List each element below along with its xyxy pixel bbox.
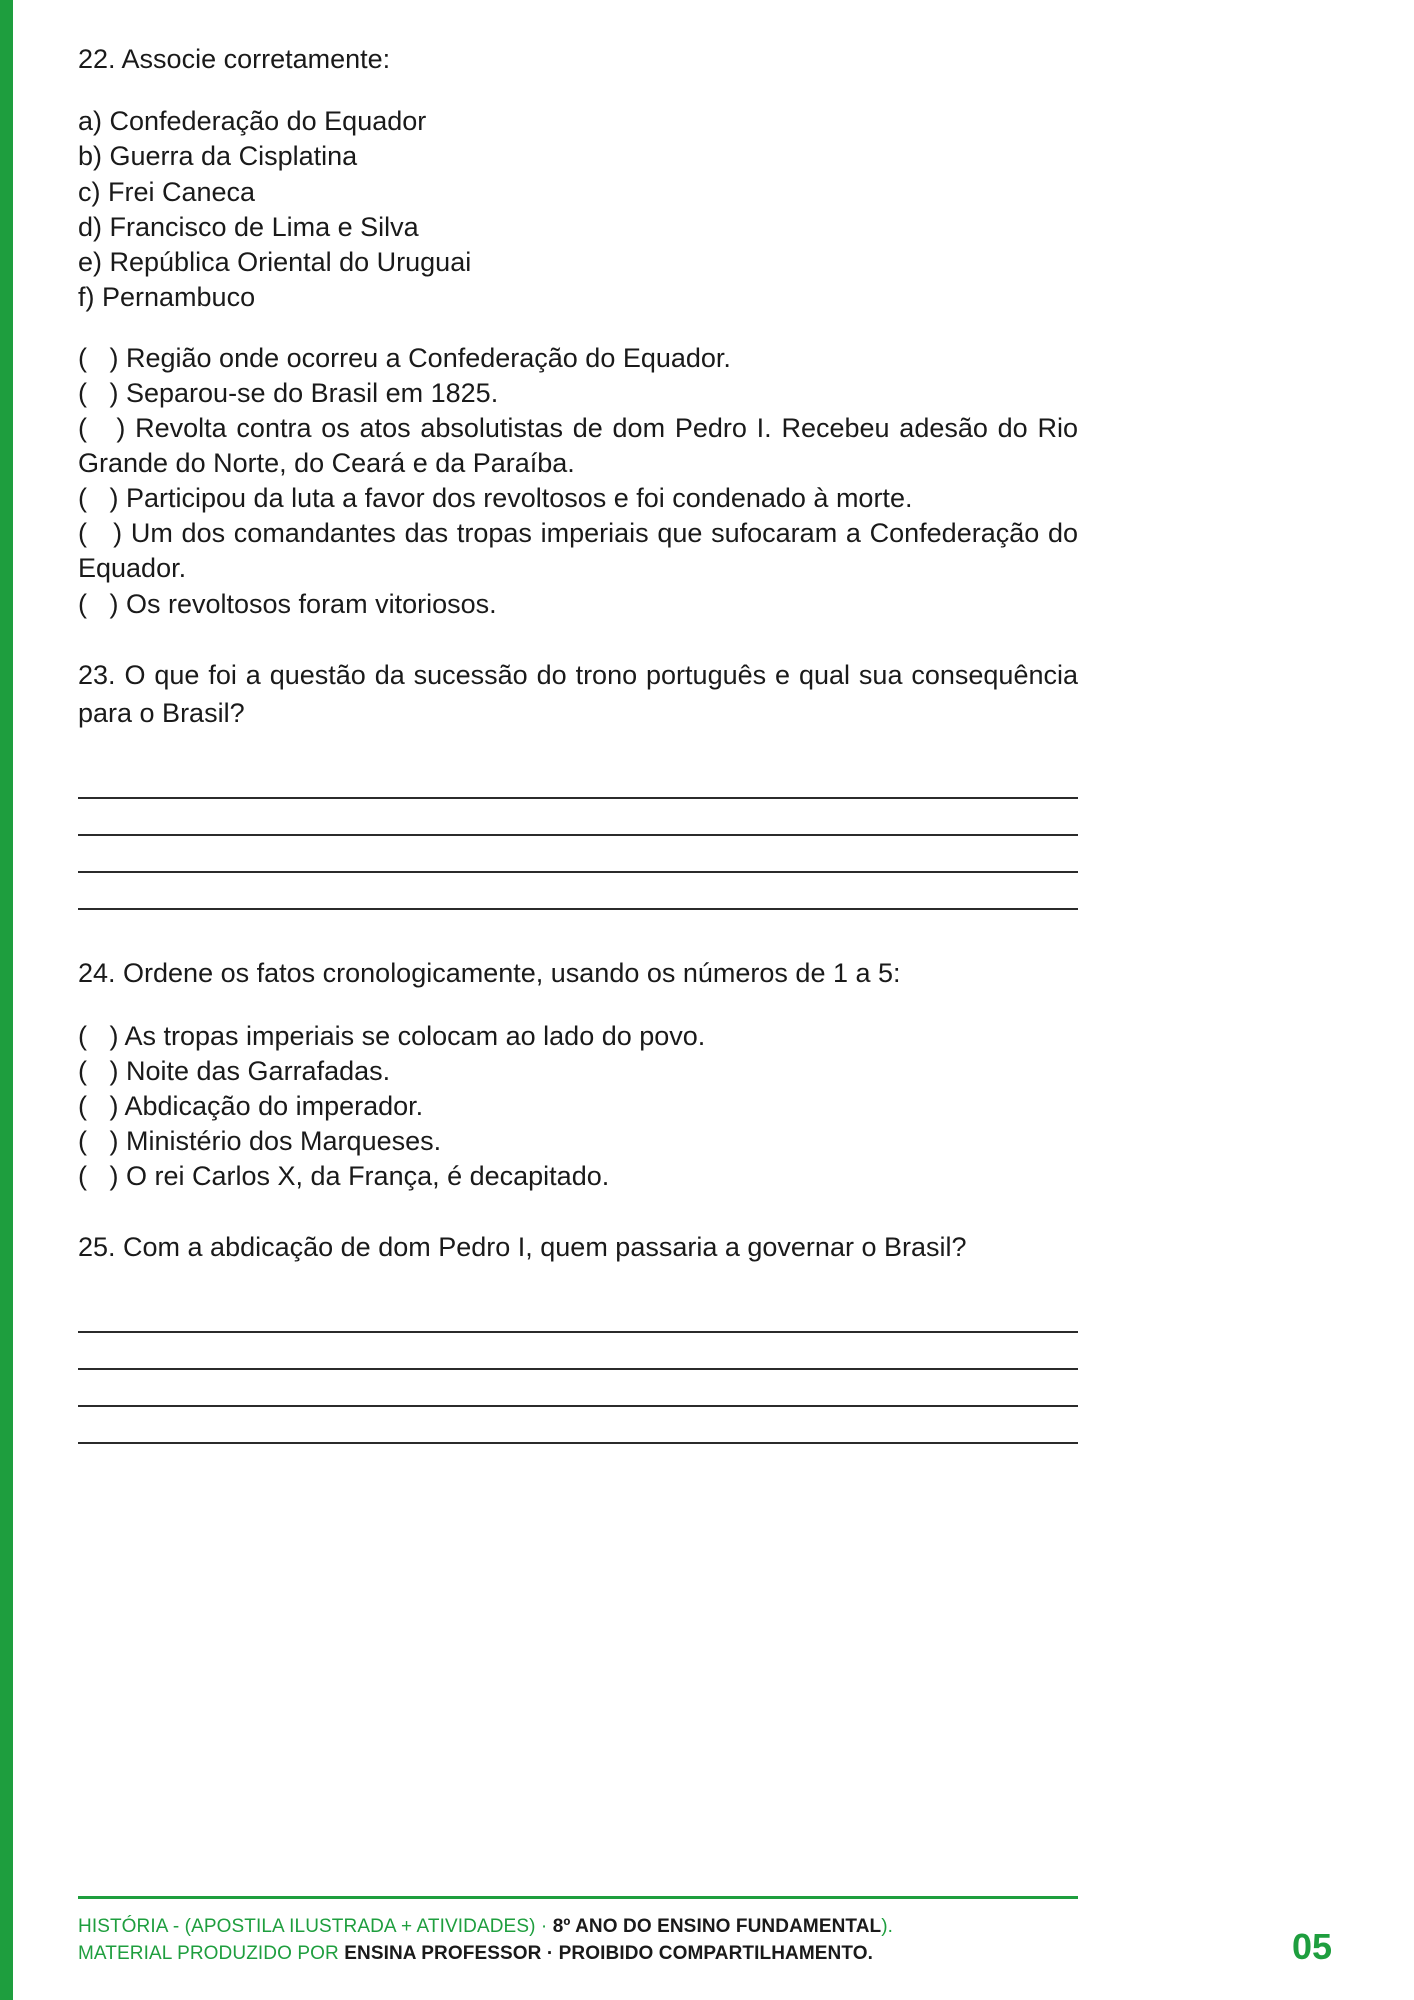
question-25-answer-area[interactable] bbox=[78, 1296, 1354, 1444]
footer-divider bbox=[78, 1896, 1078, 1899]
spacer bbox=[78, 315, 1354, 341]
answer-line[interactable] bbox=[78, 1296, 1078, 1333]
footer-line-1-course: HISTÓRIA - (APOSTILA ILUSTRADA + ATIVIDADES) bbox=[78, 1915, 536, 1937]
answer-line[interactable] bbox=[78, 799, 1078, 836]
question-23-prompt: 23. O que foi a questão da sucessão do trono português e qual sua consequência para o Brasil? bbox=[78, 659, 1078, 728]
question-22-item-4[interactable]: ( ) Participou da luta a favor dos revoltosos e foi condenado à morte. bbox=[78, 483, 913, 514]
question-25-prompt: 25. Com a abdicação de dom Pedro I, quem passaria a governar o Brasil? bbox=[78, 1232, 967, 1263]
question-22-item-3[interactable]: ( ) Revolta contra os atos absolutistas de dom Pedro I. Recebeu adesão do Rio Grande do Norte, do Ceará e da Paraíba. bbox=[78, 413, 1086, 479]
question-24-item-5[interactable]: ( ) O rei Carlos X, da França, é decapitado. bbox=[78, 1161, 610, 1191]
question-23-answer-area[interactable] bbox=[78, 762, 1354, 910]
footer-line-2 bbox=[78, 1940, 893, 1968]
footer-credits bbox=[78, 1913, 893, 1968]
spacer bbox=[78, 910, 1354, 954]
answer-line[interactable] bbox=[78, 1370, 1078, 1407]
answer-line[interactable] bbox=[78, 1333, 1078, 1370]
spacer bbox=[78, 622, 1354, 656]
spacer bbox=[78, 1194, 1354, 1228]
question-24-item-1[interactable]: ( ) As tropas imperiais se colocam ao lado do povo. bbox=[78, 1020, 706, 1051]
spacer bbox=[78, 78, 1354, 104]
left-accent-bar bbox=[0, 0, 13, 2000]
page-number: 05 bbox=[1291, 1926, 1332, 1967]
question-22-option-b: b) Guerra da Cisplatina bbox=[78, 141, 358, 172]
question-24-prompt: 24. Ordene os fatos cronologicamente, usando os números de 1 a 5: bbox=[78, 958, 901, 989]
footer-line-1-grade: 8º ANO DO ENSINO FUNDAMENTAL bbox=[552, 1915, 882, 1937]
question-22-item-1[interactable]: ( ) Região onde ocorreu a Confederação do Equador. bbox=[78, 342, 731, 373]
question-23 bbox=[78, 656, 1354, 911]
answer-line[interactable] bbox=[78, 873, 1078, 910]
footer-line-1-suffix: ). bbox=[881, 1915, 894, 1937]
spacer bbox=[78, 993, 1354, 1019]
question-22-option-e: e) República Oriental do Uruguai bbox=[78, 246, 472, 277]
question-24-item-4[interactable]: ( ) Ministério dos Marqueses. bbox=[78, 1125, 442, 1156]
question-22-item-2[interactable]: ( ) Separou-se do Brasil em 1825. bbox=[78, 377, 499, 408]
footer-line-1 bbox=[78, 1913, 893, 1941]
question-22-prompt: 22. Associe corretamente: bbox=[78, 44, 391, 74]
question-24-item-3[interactable]: ( ) Abdicação do imperador. bbox=[78, 1090, 424, 1121]
question-22-option-a: a) Confederação do Equador bbox=[78, 106, 427, 137]
question-22-option-d: d) Francisco de Lima e Silva bbox=[78, 211, 419, 242]
question-22 bbox=[78, 40, 1354, 622]
footer-line-1-separator: · bbox=[535, 1915, 553, 1937]
page-footer bbox=[78, 1896, 1354, 1968]
question-22-item-5[interactable]: ( ) Um dos comandantes das tropas imperiais que sufocaram a Confederação do Equador. bbox=[78, 518, 1086, 584]
answer-line[interactable] bbox=[78, 1407, 1078, 1444]
footer-row bbox=[78, 1913, 1354, 1968]
answer-line[interactable] bbox=[78, 762, 1078, 799]
question-22-option-f: f) Pernambuco bbox=[78, 281, 256, 312]
answer-line[interactable] bbox=[78, 836, 1078, 873]
footer-line-2-brand: ENSINA PROFESSOR · PROIBIDO COMPARTILHAMENTO. bbox=[344, 1943, 873, 1965]
question-22-item-6[interactable]: ( ) Os revoltosos foram vitoriosos. bbox=[78, 588, 497, 619]
footer-line-2-prefix: MATERIAL PRODUZIDO POR bbox=[78, 1943, 345, 1965]
question-25 bbox=[78, 1228, 1354, 1444]
question-24-item-2[interactable]: ( ) Noite das Garrafadas. bbox=[78, 1055, 391, 1086]
question-22-option-c: c) Frei Caneca bbox=[78, 176, 256, 207]
question-24 bbox=[78, 954, 1354, 1194]
